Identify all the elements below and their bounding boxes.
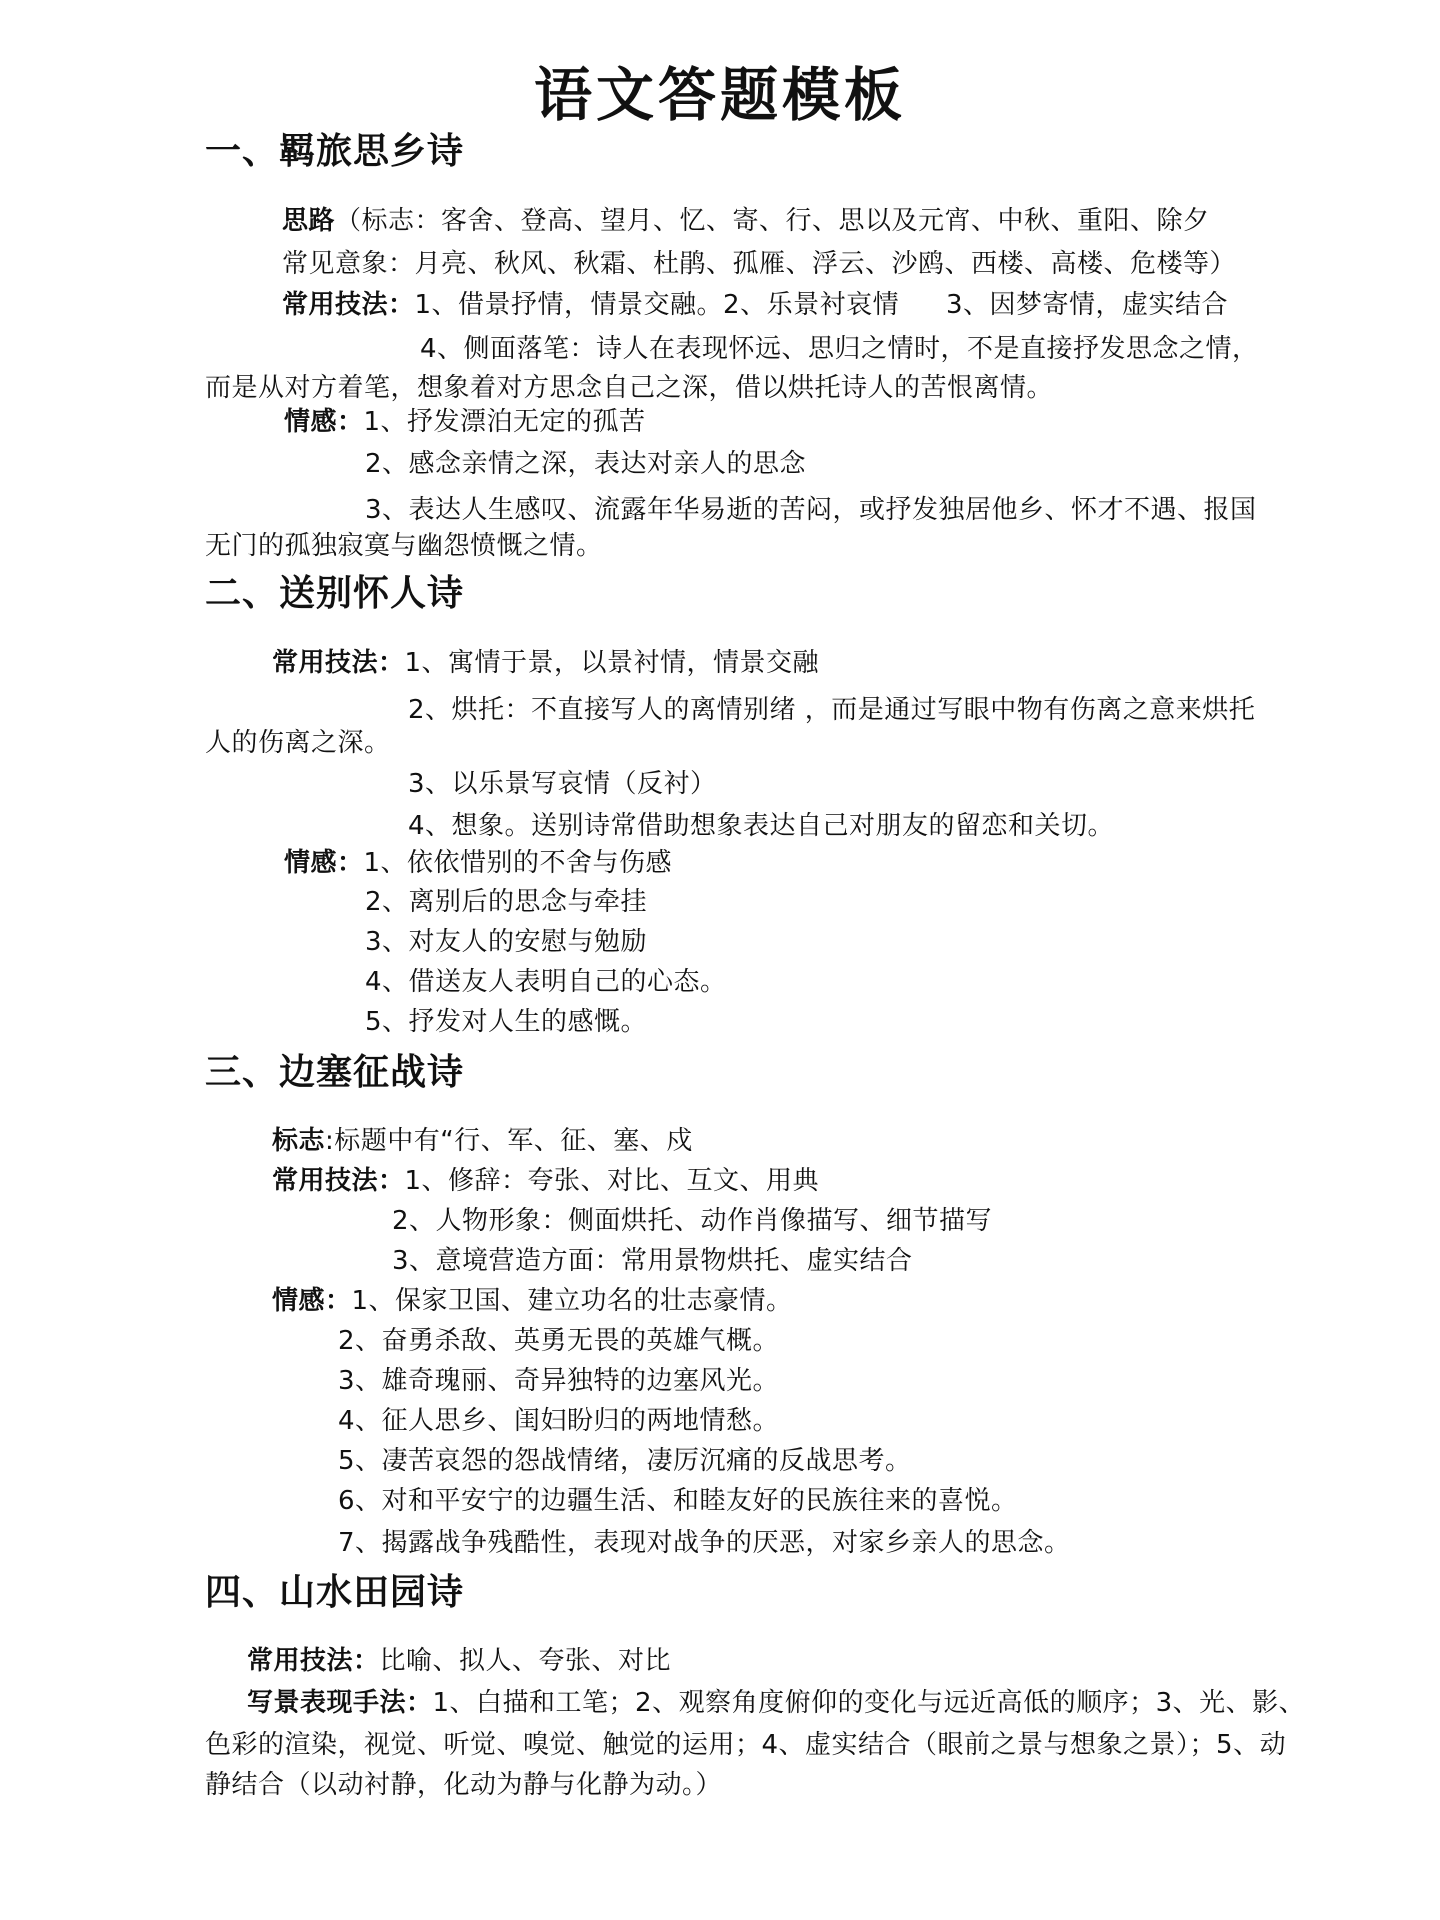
- text-line: 3、表达人生感叹、流露年华易逝的苦闷，或抒发独居他乡、怀才不遇、报国: [365, 495, 1257, 525]
- text-line: 2、人物形象：侧面烘托、动作肖像描写、细节描写: [392, 1206, 993, 1236]
- text-line: 而是从对方着笔，想象着对方思念自己之深，借以烘托诗人的苦恨离情。: [205, 373, 1054, 403]
- text-line: 无门的孤独寂寞与幽怨愤慨之情。: [205, 531, 603, 561]
- line-label: 情感：: [284, 407, 364, 437]
- line-text: 1、保家卫国、建立功名的壮志豪情。: [351, 1286, 793, 1316]
- text-line: [247, 1643, 671, 1679]
- text-line: 4、借送友人表明自己的心态。: [365, 967, 727, 997]
- text-line: [272, 645, 819, 681]
- line-text: 1、借景抒情，情景交融。2、乐景衬哀情: [414, 290, 900, 320]
- text-line: 2、烘托：不直接写人的离情别绪 ，而是通过写眼中物有伤离之意来烘托: [408, 695, 1256, 725]
- text-line: [247, 1685, 1305, 1721]
- line-text: 1、修辞：夸张、对比、互文、用典: [404, 1166, 820, 1196]
- text-line: 色彩的渲染，视觉、听觉、嗅觉、触觉的运用；4、虚实结合（眼前之景与想象之景）；5、动: [205, 1730, 1287, 1760]
- line-text: :标题中有“行、军、征、塞、戍: [325, 1126, 693, 1156]
- text-line: 6、对和平安宁的边疆生活、和睦友好的民族往来的喜悦。: [338, 1486, 1018, 1516]
- line-text: （标志：客舍、登高、望月、忆、寄、行、思以及元宵、中秋、重阳、除夕: [335, 206, 1210, 236]
- text-line: 静结合（以动衬静，化动为静与化静为动。）: [205, 1770, 723, 1800]
- line-label: 情感：: [272, 1286, 352, 1316]
- text-line: [272, 1283, 793, 1319]
- text-line: [272, 1163, 819, 1199]
- text-line: 7、揭露战争残酷性，表现对战争的厌恶，对家乡亲人的思念。: [338, 1528, 1071, 1558]
- text-line: 4、侧面落笔：诗人在表现怀远、思归之情时，不是直接抒发思念之情，: [420, 334, 1259, 364]
- text-line: 人的伤离之深。: [205, 728, 391, 758]
- page-title: 语文答题模板: [533, 61, 906, 129]
- line-label: 思路: [282, 206, 336, 236]
- section-heading: 一、羁旅思乡诗: [205, 131, 465, 172]
- line-text: 1、抒发漂泊无定的孤苦: [363, 407, 646, 437]
- line-label: 常用技法：: [272, 1166, 405, 1196]
- text-line: [284, 404, 646, 440]
- line-text: 1、白描和工笔；2、观察角度俯仰的变化与远近高低的顺序；3、光、影、: [432, 1688, 1306, 1718]
- text-line: 常见意象：月亮、秋风、秋霜、杜鹃、孤雁、浮云、沙鸥、西楼、高楼、危楼等）: [282, 249, 1237, 279]
- line-label: 情感：: [284, 848, 364, 878]
- line-text: 比喻、拟人、夸张、对比: [379, 1646, 672, 1676]
- line-text: 1、寓情于景，以景衬情，情景交融: [404, 648, 820, 678]
- line-label: 常用技法：: [247, 1646, 380, 1676]
- section-heading: 三、边塞征战诗: [205, 1052, 465, 1093]
- line-label: 标志: [272, 1126, 326, 1156]
- line-label: 常用技法：: [272, 648, 405, 678]
- text-line: 2、离别后的思念与牵挂: [365, 887, 648, 917]
- text-line: 3、雄奇瑰丽、奇异独特的边塞风光。: [338, 1366, 780, 1396]
- text-line: 3、以乐景写哀情（反衬）: [408, 769, 717, 799]
- text-line: 3、对友人的安慰与勉励: [365, 927, 648, 957]
- text-line: 2、奋勇杀敌、英勇无畏的英雄气概。: [338, 1326, 780, 1356]
- text-line: 3、因梦寄情，虚实结合: [946, 290, 1229, 320]
- text-line: [284, 845, 672, 881]
- text-line: 5、抒发对人生的感慨。: [365, 1007, 648, 1037]
- text-line: 3、意境营造方面：常用景物烘托、虚实结合: [392, 1246, 913, 1276]
- text-line: 4、征人思乡、闺妇盼归的两地情愁。: [338, 1406, 780, 1436]
- line-label: 写景表现手法：: [247, 1688, 433, 1718]
- section-heading: 四、山水田园诗: [205, 1572, 465, 1613]
- text-line: [282, 203, 1210, 239]
- line-text: 1、依依惜别的不舍与伤感: [363, 848, 673, 878]
- text-line: 2、感念亲情之深，表达对亲人的思念: [365, 449, 807, 479]
- text-line: 4、想象。送别诗常借助想象表达自己对朋友的留恋和关切。: [408, 811, 1115, 841]
- section-heading: 二、送别怀人诗: [205, 573, 465, 614]
- line-label: 常用技法：: [282, 290, 415, 320]
- text-line: [272, 1123, 693, 1159]
- text-line: 5、凄苦哀怨的怨战情绪，凄厉沉痛的反战思考。: [338, 1446, 912, 1476]
- text-line: [282, 287, 899, 323]
